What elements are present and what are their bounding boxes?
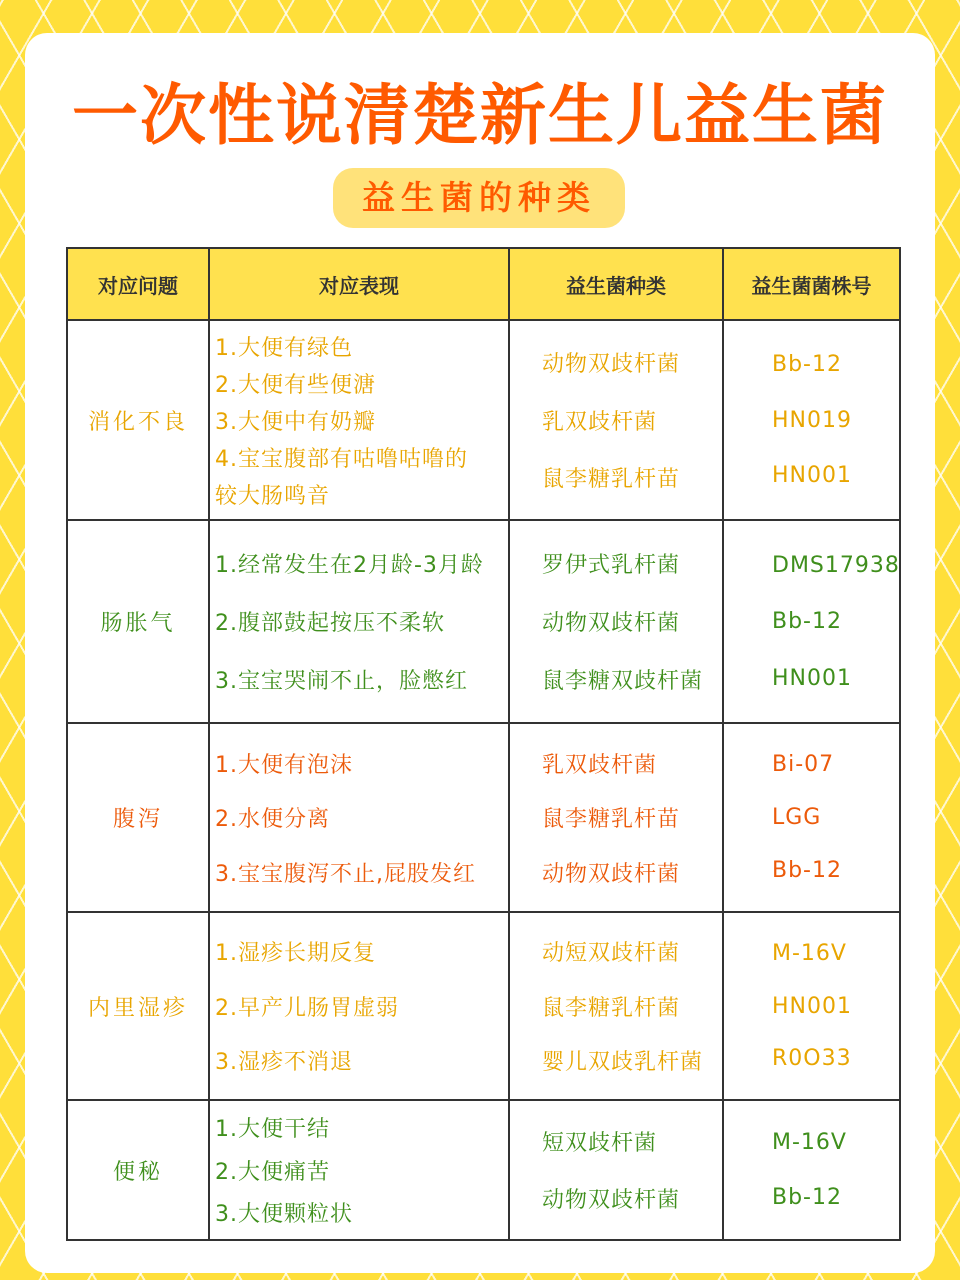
symptom-line: 3.宝宝哭闹不止，脸憋红 [215, 669, 468, 694]
strains-list [724, 913, 899, 1099]
symptoms-list [210, 521, 508, 722]
strain-line: Bb-12 [772, 351, 842, 377]
symptom-line: 2.大便痛苦 [215, 1159, 330, 1185]
species-line: 动物双歧杆菌 [542, 352, 681, 378]
species-line: 动物双歧杆菌 [542, 861, 681, 887]
symptom-line: 3.大便中有奶瓣 [215, 409, 376, 435]
species-line: 罗伊式乳杆菌 [542, 553, 681, 578]
section-badge: 益生菌的种类 [333, 168, 625, 228]
species-line: 动短双歧杆菌 [542, 941, 681, 967]
symptoms-cell [209, 1100, 509, 1240]
strain-line: HN001 [772, 463, 852, 489]
species-cell [509, 723, 723, 912]
strain-line: HN001 [772, 993, 852, 1019]
symptom-line: 4.宝宝腹部有咕噜咕噜的 [215, 446, 468, 472]
species-cell [509, 320, 723, 520]
species-line: 乳双歧杆菌 [542, 409, 658, 435]
probiotic-table [66, 247, 901, 1241]
species-line: 乳双歧杆菌 [542, 752, 658, 778]
symptom-line: 1.经常发生在2月龄-3月龄 [215, 553, 484, 578]
table-row [67, 912, 900, 1100]
problem-cell: 消化不良 [67, 320, 209, 520]
species-list [510, 1101, 722, 1239]
symptoms-cell [209, 320, 509, 520]
strain-line: Bb-12 [772, 858, 842, 883]
symptom-line: 2.腹部鼓起按压不柔软 [215, 611, 445, 636]
symptoms-list [210, 913, 508, 1099]
symptom-line: 1.大便有泡沫 [215, 752, 353, 778]
header-species: 益生菌种类 [509, 248, 723, 320]
species-line: 鼠李糖乳杆菌 [542, 995, 681, 1021]
table-row [67, 1100, 900, 1240]
symptom-line: 3.宝宝腹泻不止,屁股发红 [215, 861, 476, 887]
species-line: 动物双歧杆菌 [542, 611, 681, 636]
symptom-line: 1.湿疹长期反复 [215, 941, 376, 967]
strain-line: DMS17938 [772, 552, 900, 578]
strains-list [724, 1101, 899, 1239]
strain-line: Bb-12 [772, 609, 842, 634]
species-line: 鼠李糖乳杆苗 [542, 807, 681, 832]
table-row [67, 320, 900, 520]
strains-list [724, 724, 899, 911]
problem-cell: 内里湿疹 [67, 912, 209, 1100]
strain-line: HN001 [772, 665, 852, 691]
species-line: 短双歧杆菌 [542, 1131, 658, 1157]
strains-cell [723, 723, 900, 912]
species-cell [509, 520, 723, 723]
species-cell [509, 912, 723, 1100]
strain-line: M-16V [772, 1130, 847, 1156]
symptom-line: 2.水便分离 [215, 807, 330, 832]
strains-cell [723, 1100, 900, 1240]
problem-cell: 腹泻 [67, 723, 209, 912]
table-row [67, 723, 900, 912]
strain-line: HN019 [772, 407, 852, 433]
strains-cell [723, 520, 900, 723]
table-row [67, 520, 900, 723]
strain-line: LGG [772, 805, 822, 830]
symptom-line: 2.大便有些便溏 [215, 372, 376, 398]
page-title: 一次性说清楚新生儿益生菌 [72, 77, 888, 154]
species-line: 鼠李糖双歧杆菌 [542, 669, 704, 694]
strain-line: Bi-07 [772, 752, 835, 777]
strain-line: R0O33 [772, 1046, 852, 1072]
strain-line: Bb-12 [772, 1184, 842, 1210]
symptom-line: 3.大便颗粒状 [215, 1201, 353, 1227]
symptoms-cell [209, 723, 509, 912]
strains-list [724, 521, 899, 722]
symptoms-list [210, 321, 508, 519]
strain-line: M-16V [772, 940, 847, 966]
symptom-line: 2.早产儿肠胃虚弱 [215, 995, 399, 1021]
strains-cell [723, 912, 900, 1100]
symptom-line: 1.大便有绿色 [215, 335, 353, 361]
species-line: 动物双歧杆菌 [542, 1187, 681, 1213]
symptom-line: 1.大便干结 [215, 1117, 330, 1143]
header-strain: 益生菌菌株号 [723, 248, 900, 320]
header-problem: 对应问题 [67, 248, 209, 320]
species-line: 婴儿双歧乳杆菌 [542, 1049, 704, 1075]
symptoms-list [210, 1101, 508, 1239]
species-list [510, 724, 722, 911]
strains-list [724, 321, 899, 519]
table-header-row [67, 248, 900, 320]
species-line: 鼠李糖乳杆苗 [542, 466, 681, 492]
species-cell [509, 1100, 723, 1240]
problem-cell: 便秘 [67, 1100, 209, 1240]
symptoms-list [210, 724, 508, 911]
species-list [510, 521, 722, 722]
symptom-line: 较大肠鸣音 [215, 483, 331, 509]
species-list [510, 913, 722, 1099]
strains-cell [723, 320, 900, 520]
symptoms-cell [209, 912, 509, 1100]
header-symptoms: 对应表现 [209, 248, 509, 320]
problem-cell: 肠胀气 [67, 520, 209, 723]
species-list [510, 321, 722, 519]
symptom-line: 3.湿疹不消退 [215, 1049, 353, 1075]
symptoms-cell [209, 520, 509, 723]
